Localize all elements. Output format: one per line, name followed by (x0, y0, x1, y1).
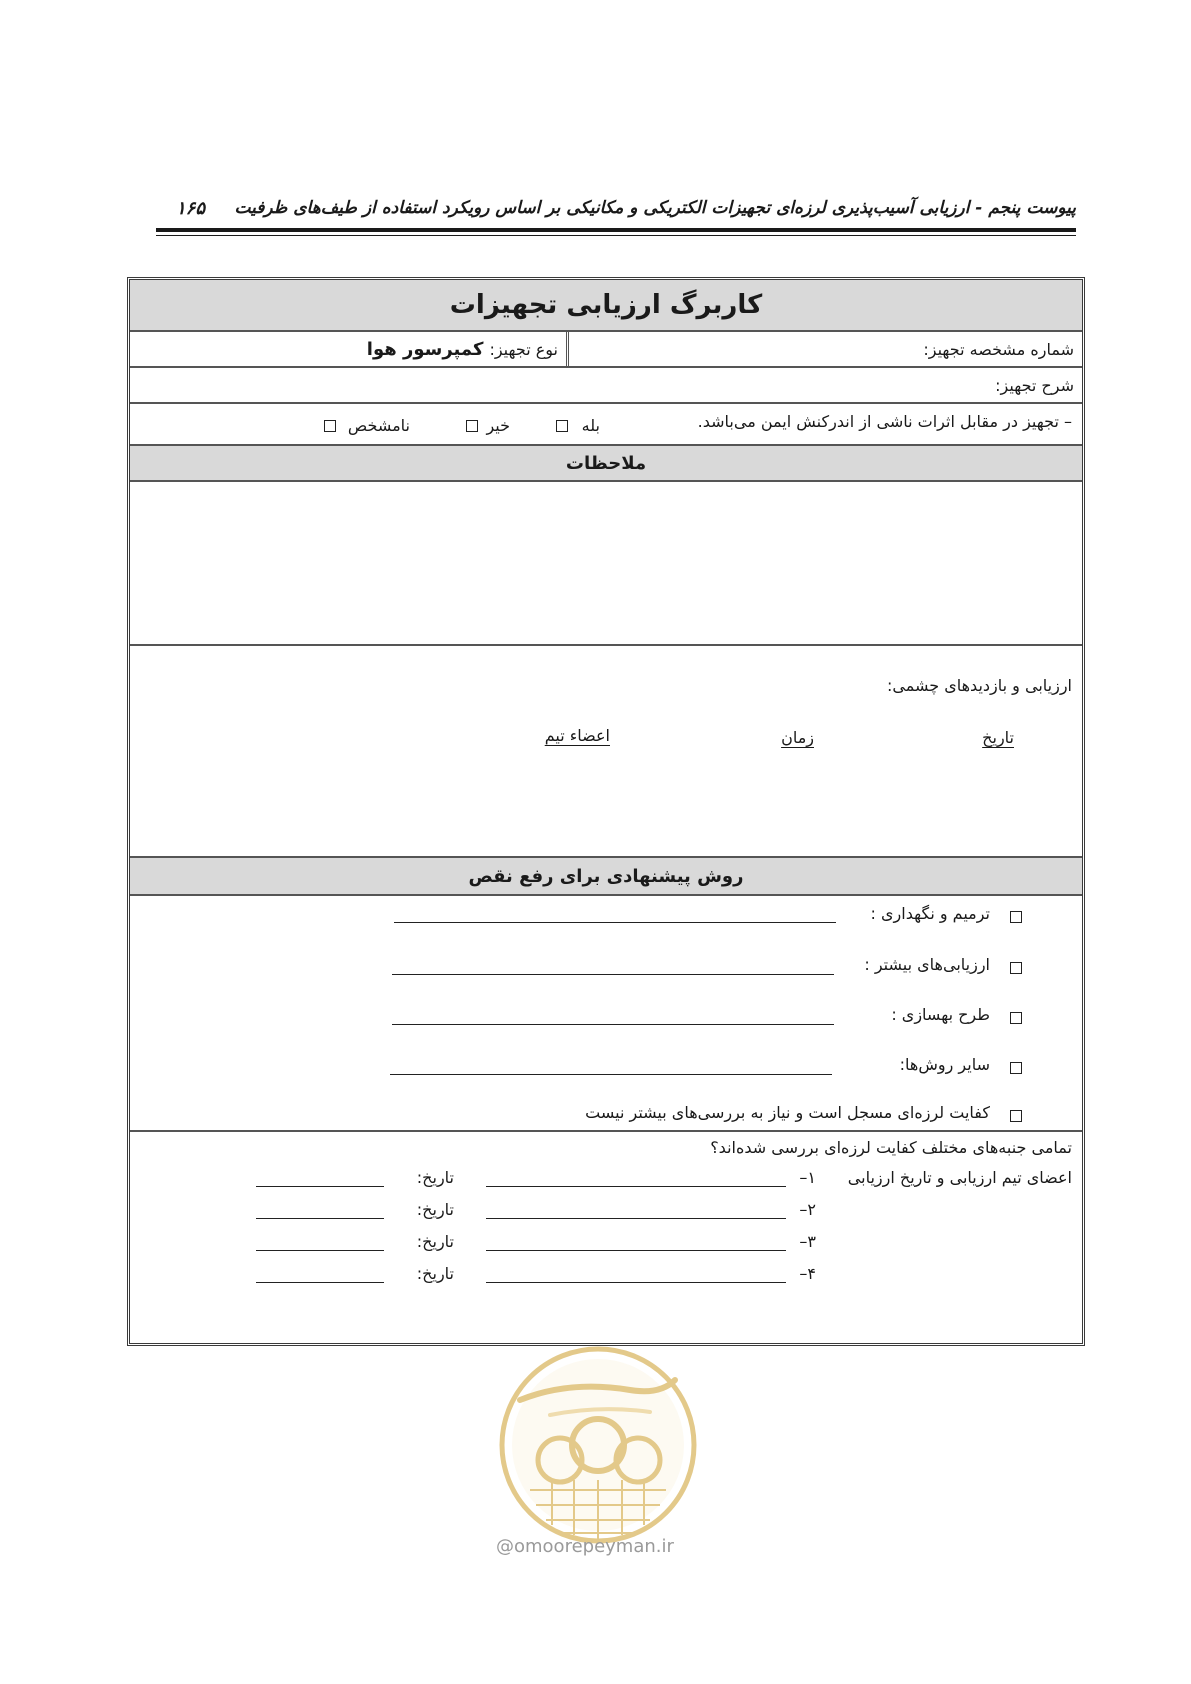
watermark-site: @omoorepeyman.ir (496, 1536, 674, 1557)
member-3-date-line[interactable] (256, 1250, 384, 1251)
further-assessment-checkbox[interactable] (1010, 962, 1022, 974)
description-cell (130, 368, 1082, 402)
member-2-number: ۲– (799, 1200, 816, 1219)
header-rule-thick (156, 228, 1076, 232)
equipment-id-label: شماره مشخصه تجهیز: (923, 339, 1074, 359)
form-title: کاربرگ ارزیابی تجهیزات (449, 290, 763, 320)
retrofit-line[interactable] (392, 1024, 834, 1025)
equipment-id-cell[interactable] (566, 332, 1082, 366)
inspection-time-header: زمان (781, 728, 814, 747)
immunity-question: – تجهیز در مقابل اثرات ناشی از اندرکنش ایمن می‌باشد. (697, 412, 1072, 431)
other-methods-line[interactable] (390, 1074, 832, 1075)
remarks-title-row (130, 446, 1082, 482)
immunity-row (130, 404, 1082, 446)
member-4-date-line[interactable] (256, 1282, 384, 1283)
equipment-type-cell[interactable] (130, 332, 566, 366)
member-4-name-line[interactable] (486, 1282, 786, 1283)
description-row[interactable] (130, 368, 1082, 404)
member-1-name-line[interactable] (486, 1186, 786, 1187)
member-1-date-line[interactable] (256, 1186, 384, 1187)
adequate-label: کفایت لرزه‌ای مسجل است و نیاز به بررسی‌های بیشتر نیست (585, 1103, 990, 1122)
running-title: پیوست پنجم - ارزیابی آسیب‌پذیری لرزه‌ای تجهیزات الکتریکی و مکانیکی بر اساس رویکرد استفاده از طیف‌های ظرفیت (234, 198, 1076, 218)
option-yes-label: بله (581, 416, 600, 435)
other-methods-checkbox[interactable] (1010, 1062, 1022, 1074)
further-assessment-line[interactable] (392, 974, 834, 975)
member-3-number: ۳– (799, 1232, 816, 1251)
equipment-info-row (130, 332, 1082, 368)
page-header (156, 196, 1076, 240)
member-2-name-line[interactable] (486, 1218, 786, 1219)
equipment-assessment-form (127, 277, 1085, 1346)
page-number: ۱۶۵ (176, 198, 206, 219)
yes-checkbox[interactable] (556, 420, 568, 432)
remarks-area[interactable] (130, 482, 1082, 646)
member-4-date-label: تاریخ: (416, 1264, 454, 1283)
no-checkbox[interactable] (466, 420, 478, 432)
inspection-date-header: تاریخ (982, 728, 1014, 747)
retrofit-label: طرح بهسازی : (891, 1005, 990, 1024)
other-methods-label: سایر روش‌ها: (899, 1055, 990, 1074)
further-assessment-label: ارزیابی‌های بیشتر : (864, 955, 990, 974)
visual-inspection-label: ارزیابی و بازدیدهای چشمی: (886, 676, 1072, 695)
member-3-name-line[interactable] (486, 1250, 786, 1251)
form-title-row (130, 280, 1082, 332)
option-unknown-label: نامشخص (347, 416, 410, 435)
visual-inspection-section (130, 646, 1082, 858)
all-aspects-question: تمامی جنبه‌های مختلف کفایت لرزه‌ای بررسی شده‌اند؟ (710, 1138, 1072, 1157)
description-label: شرح تجهیز: (995, 375, 1074, 395)
maintenance-line[interactable] (394, 922, 836, 923)
member-2-date-label: تاریخ: (416, 1200, 454, 1219)
maintenance-checkbox[interactable] (1010, 911, 1022, 923)
adequate-checkbox[interactable] (1010, 1110, 1022, 1122)
header-rule-thin (156, 235, 1076, 236)
maintenance-label: ترمیم و نگهداری : (870, 904, 990, 923)
member-2-date-line[interactable] (256, 1218, 384, 1219)
remedy-options-section (130, 896, 1082, 1132)
member-4-number: ۴– (799, 1264, 816, 1283)
inspection-team-header: اعضاء تیم (544, 726, 610, 745)
equipment-type-value: کمپرسور هوا (366, 338, 484, 360)
unknown-checkbox[interactable] (324, 420, 336, 432)
retrofit-checkbox[interactable] (1010, 1012, 1022, 1024)
remedy-title: روش پیشنهادی برای رفع نقص (468, 865, 744, 887)
team-signoff-section (130, 1132, 1082, 1343)
member-1-date-label: تاریخ: (416, 1168, 454, 1187)
member-1-number: ۱– (799, 1168, 816, 1187)
remarks-title: ملاحظات (565, 452, 647, 474)
member-3-date-label: تاریخ: (416, 1232, 454, 1251)
team-label: اعضای تیم ارزیابی و تاریخ ارزیابی (847, 1168, 1072, 1187)
equipment-type-label: نوع تجهیز: (489, 339, 558, 359)
watermark-logo (480, 1320, 716, 1570)
option-no-label: خیر (486, 416, 510, 435)
remedy-title-row (130, 858, 1082, 896)
